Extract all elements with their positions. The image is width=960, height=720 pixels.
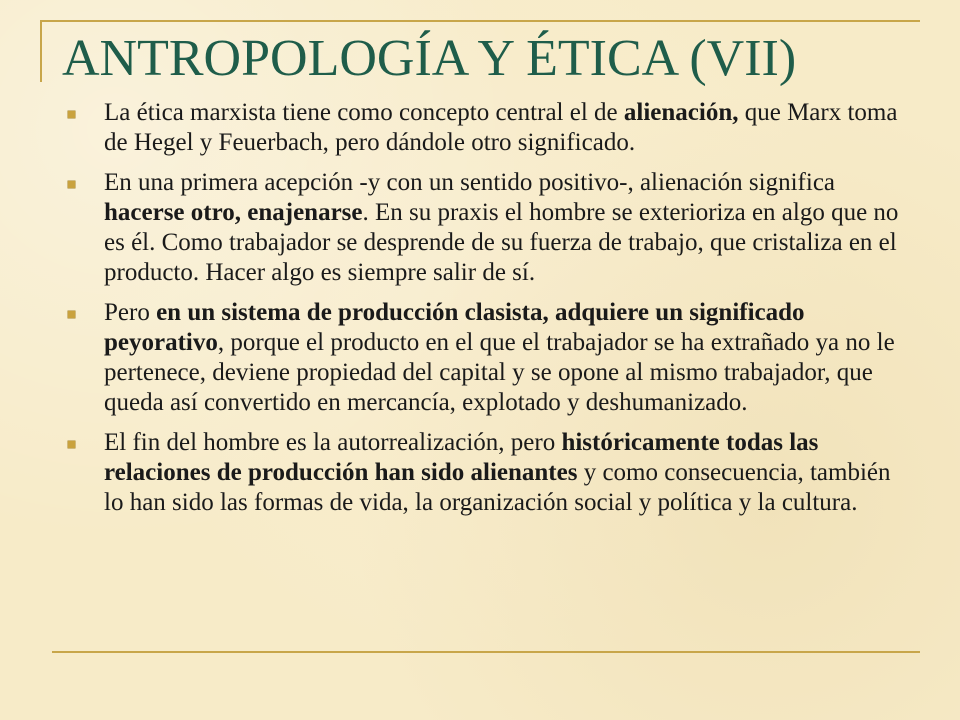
bullet-text-bold: en un sistema de producción clasista, adquiere un significado peyorativo xyxy=(104,299,805,356)
bullet-text-bold: alienación, xyxy=(623,99,739,126)
bullet-text-bold: hacerse otro, enajenarse xyxy=(104,199,363,226)
bullet-text: que Marx toma de Hegel y Feuerbach, pero dándole otro significado. xyxy=(104,99,898,156)
bullet-text: . En su praxis el hombre se exterioriza en algo que no es él. Como trabajador se desprende de su fuerza de trabajo, que cristaliza en el producto. Hacer algo es siempre salir de sí. xyxy=(104,199,899,286)
bullet-text: Pero xyxy=(104,299,157,326)
frame-left-line xyxy=(40,20,42,82)
bullet-text: El fin del hombre es la autorrealización, pero xyxy=(104,429,562,456)
bullet-text-bold: históricamente todas las relaciones de producción han sido alienantes xyxy=(104,429,819,486)
square-bullet-icon xyxy=(68,441,75,448)
frame-top-line xyxy=(40,20,920,22)
bullet-list xyxy=(64,98,914,528)
bullet-text: y como consecuencia, también lo han sido las formas de vida, la organización social y política y la cultura. xyxy=(104,459,891,516)
frame-bottom-line xyxy=(52,651,920,653)
square-bullet-icon xyxy=(68,111,75,118)
bullet-item xyxy=(64,98,914,158)
bullet-text: , porque el producto en el que el trabajador se ha extrañado ya no le pertenece, deviene propiedad del capital y se opone al mismo trabajador, que queda así convertido en mercancía, explotado y deshumanizado. xyxy=(104,329,895,416)
square-bullet-icon xyxy=(68,181,75,188)
square-bullet-icon xyxy=(68,311,75,318)
bullet-item xyxy=(64,168,914,288)
bullet-text: La ética marxista tiene como concepto central el de xyxy=(104,99,624,126)
slide-title: ANTROPOLOGÍA Y ÉTICA (VII) xyxy=(62,30,797,87)
bullet-item xyxy=(64,298,914,418)
bullet-item xyxy=(64,428,914,518)
bullet-text: En una primera acepción -y con un sentido positivo-, alienación significa xyxy=(104,169,836,196)
